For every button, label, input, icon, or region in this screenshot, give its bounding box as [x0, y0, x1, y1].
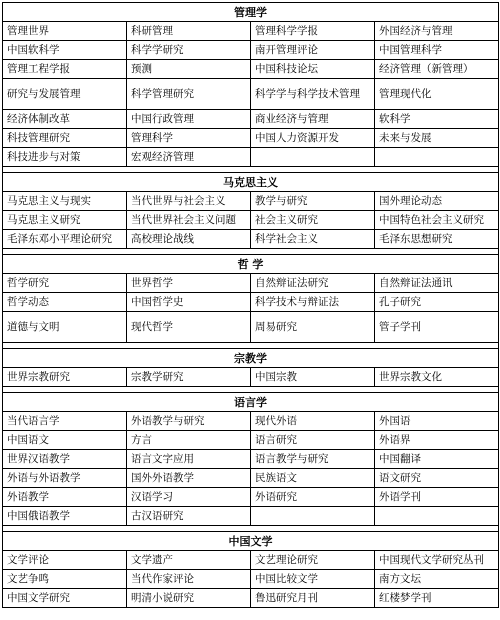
journal-cell: 科技管理研究 [3, 129, 127, 148]
journal-cell: 当代语言学 [3, 412, 127, 431]
journal-cell: 高校理论战线 [127, 230, 251, 249]
journal-cell: 哲学动态 [3, 293, 127, 312]
journal-cell [375, 148, 499, 167]
journal-cell: 古汉语研究 [127, 507, 251, 526]
journal-cell: 中国软科学 [3, 41, 127, 60]
journal-cell: 方言 [127, 431, 251, 450]
journal-table [2, 2, 499, 608]
journal-cell: 马克思主义研究 [3, 211, 127, 230]
journal-cell: 经济管理（新管理） [375, 60, 499, 79]
table-row [3, 274, 499, 293]
journal-cell: 周易研究 [251, 312, 375, 343]
table-row [3, 110, 499, 129]
journal-cell: 中国现代文学研究丛刊 [375, 551, 499, 570]
journal-cell: 孔子研究 [375, 293, 499, 312]
journal-cell: 中国俄语教学 [3, 507, 127, 526]
journal-cell: 当代作家评论 [127, 570, 251, 589]
table-row [3, 148, 499, 167]
journal-cell: 教学与研究 [251, 192, 375, 211]
journal-cell [251, 148, 375, 167]
journal-cell: 明清小说研究 [127, 589, 251, 608]
journal-cell: 中国管理科学 [375, 41, 499, 60]
journal-cell: 外语与外语教学 [3, 469, 127, 488]
journal-cell: 马克思主义与现实 [3, 192, 127, 211]
journal-cell: 外语界 [375, 431, 499, 450]
journal-cell: 世界哲学 [127, 274, 251, 293]
table-row [3, 412, 499, 431]
journal-cell: 中国特色社会主义研究 [375, 211, 499, 230]
table-row [3, 79, 499, 110]
journal-cell: 外语教学与研究 [127, 412, 251, 431]
journal-cell: 管理工程学报 [3, 60, 127, 79]
journal-cell: 科研管理 [127, 22, 251, 41]
journal-cell: 社会主义研究 [251, 211, 375, 230]
journal-cell: 毛泽东思想研究 [375, 230, 499, 249]
journal-cell: 语言教学与研究 [251, 450, 375, 469]
journal-cell: 中国语文 [3, 431, 127, 450]
table-row [3, 293, 499, 312]
journal-cell: 中国比较文学 [251, 570, 375, 589]
journal-cell: 预测 [127, 60, 251, 79]
table-row [3, 211, 499, 230]
section-header-row [3, 349, 499, 368]
journal-cell: 文艺理论研究 [251, 551, 375, 570]
journal-cell: 科学学研究 [127, 41, 251, 60]
journal-cell: 科技进步与对策 [3, 148, 127, 167]
journal-cell: 道德与文明 [3, 312, 127, 343]
journal-cell: 当代世界与社会主义 [127, 192, 251, 211]
journal-cell: 自然辩证法通讯 [375, 274, 499, 293]
journal-cell: 中国行政管理 [127, 110, 251, 129]
journal-cell: 国外理论动态 [375, 192, 499, 211]
journal-cell: 外语教学 [3, 488, 127, 507]
journal-cell: 管理科学 [127, 129, 251, 148]
journal-cell: 研究与发展管理 [3, 79, 127, 110]
table-row [3, 22, 499, 41]
journal-cell: 未来与发展 [375, 129, 499, 148]
table-row [3, 589, 499, 608]
journal-cell: 管理科学学报 [251, 22, 375, 41]
table-row [3, 570, 499, 589]
journal-cell: 红楼梦学刊 [375, 589, 499, 608]
table-row [3, 312, 499, 343]
journal-table-body [3, 3, 499, 608]
journal-cell: 宗教学研究 [127, 368, 251, 387]
journal-cell: 宏观经济管理 [127, 148, 251, 167]
journal-cell: 语言文字应用 [127, 450, 251, 469]
table-row [3, 368, 499, 387]
table-row [3, 41, 499, 60]
journal-cell [251, 507, 375, 526]
journal-cell: 民族语文 [251, 469, 375, 488]
section-title: 管理学 [3, 3, 499, 22]
section-title: 马克思主义 [3, 173, 499, 192]
journal-cell: 科学社会主义 [251, 230, 375, 249]
section-header-row [3, 393, 499, 412]
journal-cell: 世界宗教研究 [3, 368, 127, 387]
journal-cell [375, 507, 499, 526]
journal-cell: 外国经济与管理 [375, 22, 499, 41]
journal-cell: 南开管理评论 [251, 41, 375, 60]
journal-cell: 国外外语教学 [127, 469, 251, 488]
table-row [3, 488, 499, 507]
journal-cell: 管子学刊 [375, 312, 499, 343]
journal-cell: 外语研究 [251, 488, 375, 507]
journal-cell: 文学评论 [3, 551, 127, 570]
table-row [3, 192, 499, 211]
journal-cell: 外语学刊 [375, 488, 499, 507]
journal-cell: 鲁迅研究月刊 [251, 589, 375, 608]
section-header-row [3, 3, 499, 22]
journal-cell: 毛泽东邓小平理论研究 [3, 230, 127, 249]
journal-cell: 经济体制改革 [3, 110, 127, 129]
section-title: 哲 学 [3, 255, 499, 274]
journal-cell: 哲学研究 [3, 274, 127, 293]
section-header-row [3, 173, 499, 192]
journal-cell: 当代世界社会主义问题 [127, 211, 251, 230]
journal-cell: 现代外语 [251, 412, 375, 431]
journal-cell: 管理世界 [3, 22, 127, 41]
section-title: 中国文学 [3, 532, 499, 551]
section-header-row [3, 255, 499, 274]
journal-cell: 科学管理研究 [127, 79, 251, 110]
journal-cell: 科学技术与辩证法 [251, 293, 375, 312]
journal-cell: 中国哲学史 [127, 293, 251, 312]
journal-cell: 管理现代化 [375, 79, 499, 110]
section-title: 宗教学 [3, 349, 499, 368]
table-row [3, 129, 499, 148]
journal-cell: 中国宗教 [251, 368, 375, 387]
journal-cell: 外国语 [375, 412, 499, 431]
journal-cell: 软科学 [375, 110, 499, 129]
section-header-row [3, 532, 499, 551]
section-title: 语言学 [3, 393, 499, 412]
journal-cell: 中国文学研究 [3, 589, 127, 608]
journal-cell: 自然辩证法研究 [251, 274, 375, 293]
journal-cell: 世界宗教文化 [375, 368, 499, 387]
journal-cell: 汉语学习 [127, 488, 251, 507]
journal-cell: 科学学与科学技术管理 [251, 79, 375, 110]
journal-cell: 文艺争鸣 [3, 570, 127, 589]
journal-cell: 语言研究 [251, 431, 375, 450]
journal-cell: 语文研究 [375, 469, 499, 488]
table-row [3, 230, 499, 249]
journal-cell: 现代哲学 [127, 312, 251, 343]
journal-cell: 商业经济与管理 [251, 110, 375, 129]
table-row [3, 507, 499, 526]
journal-cell: 文学遗产 [127, 551, 251, 570]
journal-cell: 世界汉语教学 [3, 450, 127, 469]
table-row [3, 551, 499, 570]
journal-cell: 中国人力资源开发 [251, 129, 375, 148]
table-row [3, 431, 499, 450]
table-row [3, 60, 499, 79]
journal-cell: 南方文坛 [375, 570, 499, 589]
journal-cell: 中国翻译 [375, 450, 499, 469]
journal-cell: 中国科技论坛 [251, 60, 375, 79]
table-row [3, 450, 499, 469]
table-row [3, 469, 499, 488]
